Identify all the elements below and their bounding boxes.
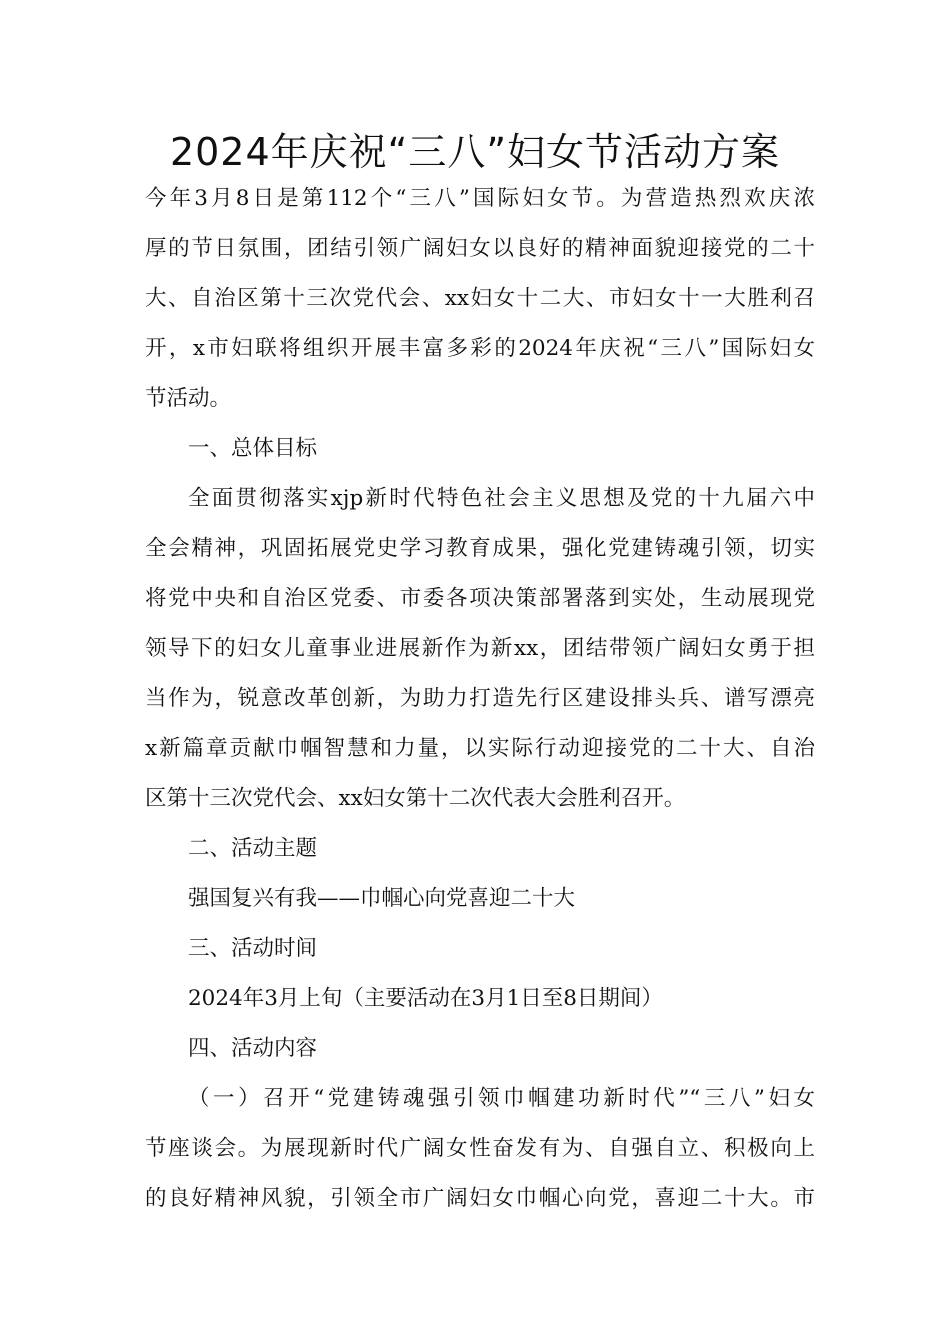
- goals-line-2: 全会精神，巩固拓展党史学习教育成果，强化党建铸魂引领，切实: [145, 536, 815, 561]
- intro-line-1: 今年3月8日是第112个“三八”国际妇女节。为营造热烈欢庆浓: [145, 186, 815, 211]
- intro-line-4: 开，x市妇联将组织开展丰富多彩的2024年庆祝“三八”国际妇女: [145, 336, 815, 361]
- theme-text: 强国复兴有我——巾帼心向党喜迎二十大: [188, 886, 576, 911]
- content-line-3: 的良好精神风貌，引领全市广阔妇女巾帼心向党，喜迎二十大。市: [145, 1186, 815, 1211]
- intro-line-2: 厚的节日氛围，团结引领广阔妇女以良好的精神面貌迎接党的二十: [145, 236, 815, 261]
- content-line-1: （一）召开“党建铸魂强引领巾帼建功新时代”“三八”妇女: [188, 1086, 815, 1111]
- goals-line-7: 区第十三次党代会、xx妇女第十二次代表大会胜利召开。: [145, 786, 686, 811]
- goals-line-6: x新篇章贡献巾帼智慧和力量，以实际行动迎接党的二十大、自治: [145, 736, 815, 761]
- document-title: 2024年庆祝“三八”妇女节活动方案: [169, 130, 781, 174]
- goals-line-5: 当作为，锐意改革创新，为助力打造先行区建设排头兵、谱写漂亮: [145, 686, 815, 711]
- time-text: 2024年3月上旬（主要活动在3月1日至8日期间）: [188, 986, 663, 1011]
- goals-line-4: 领导下的妇女儿童事业进展新作为新xx，团结带领广阔妇女勇于担: [145, 636, 815, 661]
- section-heading-time: 三、活动时间: [188, 936, 318, 961]
- section-heading-theme: 二、活动主题: [188, 836, 318, 861]
- intro-line-3: 大、自治区第十三次党代会、xx妇女十二大、市妇女十一大胜利召: [145, 286, 815, 311]
- content-line-2: 节座谈会。为展现新时代广阔女性奋发有为、自强自立、积极向上: [145, 1136, 815, 1161]
- intro-line-5: 节活动。: [145, 386, 232, 411]
- goals-line-1: 全面贯彻落实xjp新时代特色社会主义思想及党的十九届六中: [188, 486, 815, 511]
- section-heading-goals: 一、总体目标: [188, 436, 318, 461]
- section-heading-content: 四、活动内容: [188, 1036, 318, 1061]
- goals-line-3: 将党中央和自治区党委、市委各项决策部署落到实处，生动展现党: [145, 586, 815, 611]
